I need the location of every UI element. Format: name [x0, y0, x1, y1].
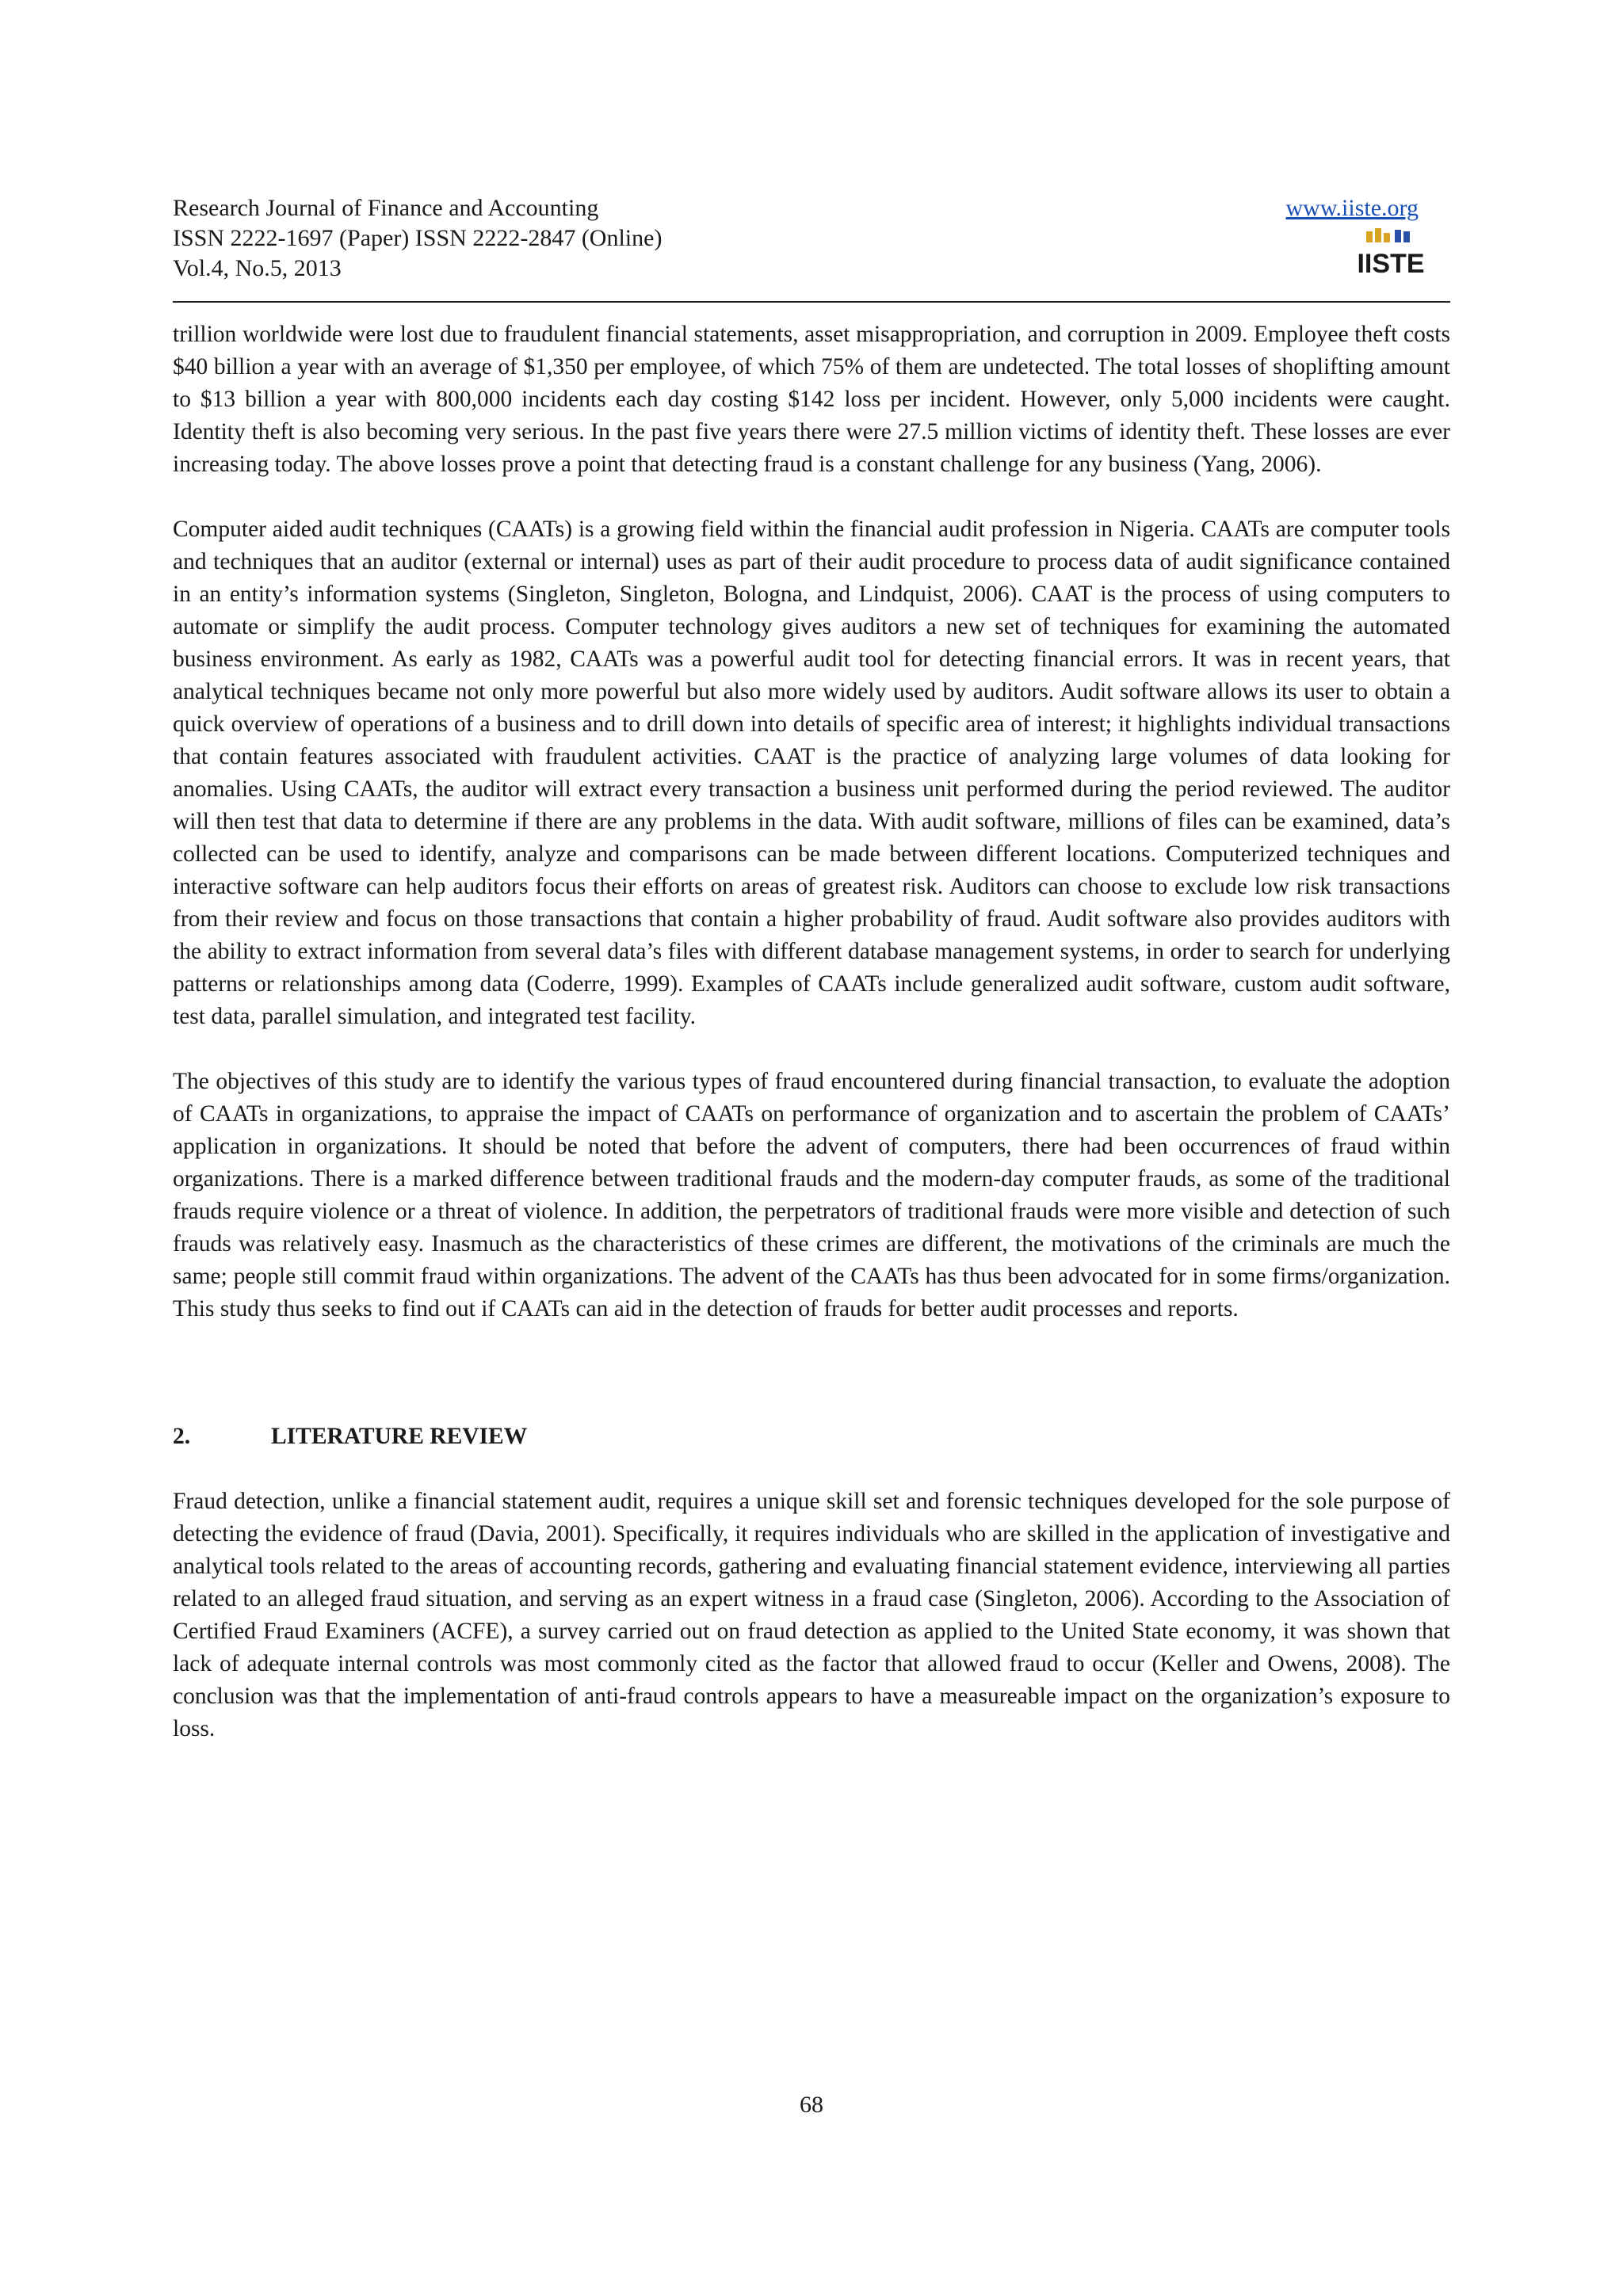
- paragraph-4: Fraud detection, unlike a financial statement audit, requires a unique skill set and forensic techniques developed for the sole purpose of detecting the evidence of fraud (Davia, 2001). Specifically, it requires individuals who are skilled in the application of investigative and analytical tools related to the areas of accounting records, gathering and evaluating financial statement evidence, interviewing all parties related to an alleged fraud situation, and serving as an expert witness in a fraud case (Singleton, 2006). According to the Association of Certified Fraud Examiners (ACFE), a survey carried out on fraud detection as applied to the United State economy, it was shown that lack of adequate internal controls was most commonly cited as the factor that allowed fraud to occur (Keller and Owens, 2008). The conclusion was that the implementation of anti-fraud controls appears to have a measureable impact on the organization’s exposure to loss.: [173, 1489, 1450, 1741]
- header-rule: [173, 301, 1450, 303]
- section-title: LITERATURE REVIEW: [271, 1424, 528, 1449]
- journal-volume: Vol.4, No.5, 2013: [173, 255, 342, 281]
- header-right: [1285, 193, 1425, 287]
- logo-text: IISTE: [1357, 249, 1425, 279]
- page: [173, 193, 1450, 1741]
- paragraph-3: The objectives of this study are to identify the various types of fraud encountered during financial transaction, to evaluate the adoption of CAATs in organizations, to appraise the impact of CAATs on performance of organization and to ascertain the problem of CAATs’ application in organizations. It should be noted that before the advent of computers, there had been occurrences of fraud within organizations. There is a marked difference between traditional frauds and the modern-day computer frauds, as some of the traditional frauds require violence or a threat of violence. In addition, the perpetrators of traditional frauds were more visible and detection of such frauds was relatively easy. Inasmuch as the characteristics of these crimes are different, the motivations of the criminals are much the same; people still commit fraud within organizations. The advent of the CAATs has thus been advocated for in some firms/organization. This study thus seeks to find out if CAATs can aid in the detection of frauds for better audit processes and reports.: [173, 1069, 1450, 1322]
- paragraph-2: Computer aided audit techniques (CAATs) is a growing field within the financial audit profession in Nigeria. CAATs are computer tools and techniques that an auditor (external or internal) uses as part of their audit procedure to process data of audit significance contained in an entity’s information systems (Singleton, Singleton, Bologna, and Lindquist, 2006). CAAT is the process of using computers to automate or simplify the audit process. Computer technology gives auditors a new set of techniques for examining the automated business environment. As early as 1982, CAATs was a powerful audit tool for detecting financial errors. It was in recent years, that analytical techniques became not only more powerful but also more widely used by auditors. Audit software allows its user to obtain a quick overview of operations of a business and to drill down into details of specific area of interest; it highlights individual transactions that contain features associated with fraudulent activities. CAAT is the practice of analyzing large volumes of data looking for anomalies. Using CAATs, the auditor will extract every transaction a business unit performed during the period reviewed. The auditor will then test that data to determine if there are any problems in the data. With audit software, millions of files can be examined, data’s collected can be used to identify, analyze and comparisons can be made between different locations. Computerized techniques and interactive software can help auditors focus their efforts on areas of greatest risk. Auditors can choose to exclude low risk transactions from their review and focus on those transactions that contain a higher probability of fraud. Audit software also provides auditors with the ability to extract information from several data’s files with different database management systems, in order to search for underlying patterns or relationships among data (Coderre, 1999). Examples of CAATs include generalized audit software, custom audit software, test data, parallel simulation, and integrated test facility.: [173, 517, 1450, 1029]
- journal-title: Research Journal of Finance and Accounting: [173, 195, 599, 221]
- journal-info: [173, 193, 1450, 284]
- page-header: [173, 193, 1450, 288]
- paragraph-1: trillion worldwide were lost due to fraudulent financial statements, asset misappropriation, and corruption in 2009. Employee theft costs $40 billion a year with an average of $1,350 per employee, of which 75% of them are undetected. The total losses of shoplifting amount to $13 billion a year with 800,000 incidents each day costing $142 loss per incident. However, only 5,000 incidents were caught. Identity theft is also becoming very serious. In the past five years there were 27.5 million victims of identity theft. These losses are ever increasing today. The above losses prove a point that detecting fraud is a constant challenge for any business (Yang, 2006).: [173, 322, 1450, 477]
- section-heading: [173, 1421, 1450, 1453]
- journal-issn: ISSN 2222-1697 (Paper) ISSN 2222-2847 (Online): [173, 225, 663, 251]
- website-link[interactable]: www.iiste.org: [1285, 195, 1419, 221]
- iiste-logo-icon: [1357, 227, 1425, 279]
- page-number: 68: [800, 2092, 823, 2118]
- section-number: 2.: [173, 1424, 191, 1449]
- article-body: [173, 318, 1450, 1745]
